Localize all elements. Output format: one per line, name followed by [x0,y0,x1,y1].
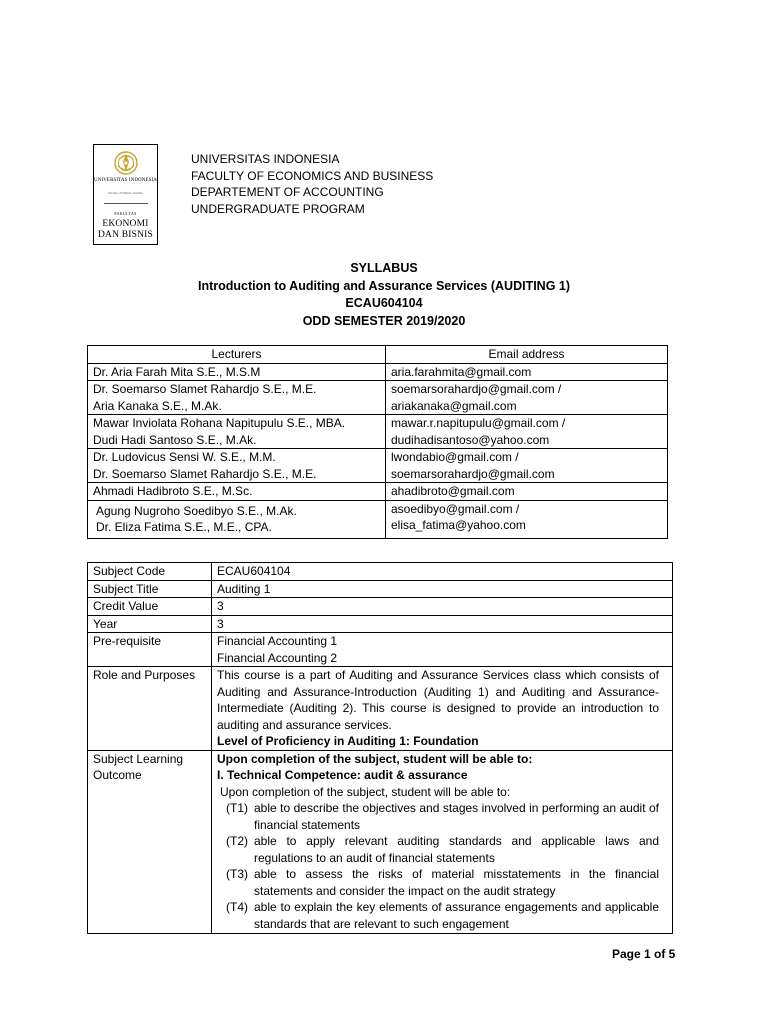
credit-value: 3 [212,598,673,616]
year-value: 3 [212,615,673,633]
lecturer-name: Ahmadi Hadibroto S.E., M.Sc. [93,484,253,498]
title-syllabus: SYLLABUS [350,261,418,275]
role-description: This course is a part of Auditing and Assurance Services class which consists of Auditing and Assurance-Introduction (Auditing 1) and Auditing and Assurance-Intermediate (Auditing 2). This course is designed to provide an introduction to auditing and assurance services. [217,668,659,732]
lecturer-email: lwondabio@gmail.com / [391,450,519,464]
lecturer-emails [386,381,668,415]
outcome-code: (T4) [226,900,248,914]
outcome-item [217,800,659,833]
lecturer-names [88,483,386,501]
table-header-row [88,346,668,364]
subject-title-label: Subject Title [88,580,212,598]
page-number: Page 1 of 5 [612,947,676,961]
lecturer-emails [386,483,668,501]
table-row [88,363,668,381]
lecturer-emails [386,449,668,483]
header-lecturers: Lecturers [88,346,386,364]
lecturer-name: Dr. Soemarso Slamet Rahardjo S.E., M.E. [93,466,317,481]
outcome-text: able to describe the objectives and stages involved in performing an audit of financial statements [254,801,659,832]
outcome-item [217,899,659,932]
table-row [88,381,668,415]
logo-faculty-line1: EKONOMI [102,219,149,229]
outcome-text: able to explain the key elements of assurance engagements and applicable standards that are relevant to such engagement [254,900,659,931]
prerequisite-item: Financial Accounting 2 [217,650,338,665]
credit-value-label: Credit Value [88,598,212,616]
subject-title-value: Auditing 1 [212,580,673,598]
role-purposes-value [212,667,673,751]
lecturer-emails [386,500,668,538]
header-department: DEPARTEMENT OF ACCOUNTING [191,185,384,199]
year-label: Year [88,615,212,633]
learning-outcome-value [212,750,673,934]
learning-outcome-label-line1: Subject Learning [93,751,184,766]
syllabus-title [84,260,684,330]
table-row [88,500,668,538]
table-row [88,667,673,751]
outcome-code: (T3) [226,867,248,881]
lecturer-name: Mawar Inviolata Rohana Napitupulu S.E., MBA. [93,416,346,430]
lecturer-email: aria.farahmita@gmail.com [391,364,532,379]
header-program: UNDERGRADUATE PROGRAM [191,201,365,216]
outcome-item [217,866,659,899]
lecturer-name: Dudi Hadi Santoso S.E., M.Ak. [93,432,257,447]
prerequisite-item: Financial Accounting 1 [217,634,338,648]
header-faculty: FACULTY OF ECONOMICS AND BUSINESS [191,168,434,183]
lecturer-name: Agung Nugroho Soedibyo S.E., M.Ak. [96,503,297,518]
logo-university-name: UNIVERSITAS INDONESIA [94,178,157,183]
lecturer-name: Dr. Eliza Fatima S.E., M.E., CPA. [96,520,272,534]
institution-header [191,151,433,217]
table-row [88,750,673,934]
learning-outcome-label [88,750,212,934]
header-email: Email address [386,346,668,364]
lecturer-name: Aria Kanaka S.E., M.Ak. [93,398,222,413]
prerequisite-label: Pre-requisite [88,633,212,667]
outcome-text: able to assess the risks of material misstatements in the financial statements and consider the impact on the audit strategy [254,867,659,898]
lecturers-table [87,345,668,539]
lecturer-names [88,381,386,415]
lecturer-names [88,500,386,538]
lecturer-email: asoedibyo@gmail.com / [391,501,520,516]
table-row [88,598,673,616]
title-course-code: ECAU604104 [345,296,423,310]
lecturer-email: ariakanaka@gmail.com [391,398,517,413]
logo-divider [104,203,148,204]
role-purposes-label: Role and Purposes [88,667,212,751]
outcome-text: able to apply relevant auditing standards and applicable laws and regulations to an audit of financial statements [254,834,659,865]
subject-info-table [87,562,673,934]
lecturer-email: dudihadisantoso@yahoo.com [391,432,550,447]
logo-faculty-label: FAKULTAS [114,211,137,216]
lecturer-email: elisa_fatima@yahoo.com [391,518,526,532]
logo-faculty-name [94,219,157,241]
lecturer-names [88,449,386,483]
table-row [88,615,673,633]
logo-motto: Veritas, Probitas, Iustitia [107,191,144,195]
table-row [88,633,673,667]
prerequisite-values [212,633,673,667]
lecturer-email: soemarsorahardjo@gmail.com [391,466,555,481]
table-row [88,449,668,483]
header-university: UNIVERSITAS INDONESIA [191,152,340,166]
title-semester: ODD SEMESTER 2019/2020 [302,313,466,328]
subject-code-value: ECAU604104 [212,563,673,581]
learning-outcome-label-line2: Outcome [93,768,142,782]
lecturer-names [88,415,386,449]
table-row [88,563,673,581]
outcome-code: (T2) [226,834,248,848]
table-row [88,483,668,501]
lecturer-emails [386,363,668,381]
lecturer-email: ahadibroto@gmail.com [391,484,515,498]
lecturer-name: Dr. Aria Farah Mita S.E., M.S.M [93,364,261,379]
table-row [88,415,668,449]
outcome-section-title: I. Technical Competence: audit & assurance [217,768,468,782]
table-row [88,580,673,598]
outcome-intro: Upon completion of the subject, student will be able to: [220,784,511,799]
makara-emblem-icon [108,149,144,181]
lecturer-email: mawar.r.napitupulu@gmail.com / [391,416,566,430]
faculty-logo [93,144,158,245]
lecturer-emails [386,415,668,449]
proficiency-level: Level of Proficiency in Auditing 1: Foundation [217,734,479,748]
outcome-code: (T1) [226,801,248,815]
lecturer-name: Dr. Soemarso Slamet Rahardjo S.E., M.E. [93,382,317,396]
lecturer-names [88,363,386,381]
lecturer-name: Dr. Ludovicus Sensi W. S.E., M.M. [93,450,276,464]
logo-faculty-line2: DAN BISNIS [97,230,154,240]
outcome-item [217,833,659,866]
subject-code-label: Subject Code [88,563,212,581]
lecturer-email: soemarsorahardjo@gmail.com / [391,382,562,396]
outcome-intro-bold: Upon completion of the subject, student will be able to: [217,751,533,766]
title-course-name: Introduction to Auditing and Assurance Services (AUDITING 1) [197,278,571,293]
